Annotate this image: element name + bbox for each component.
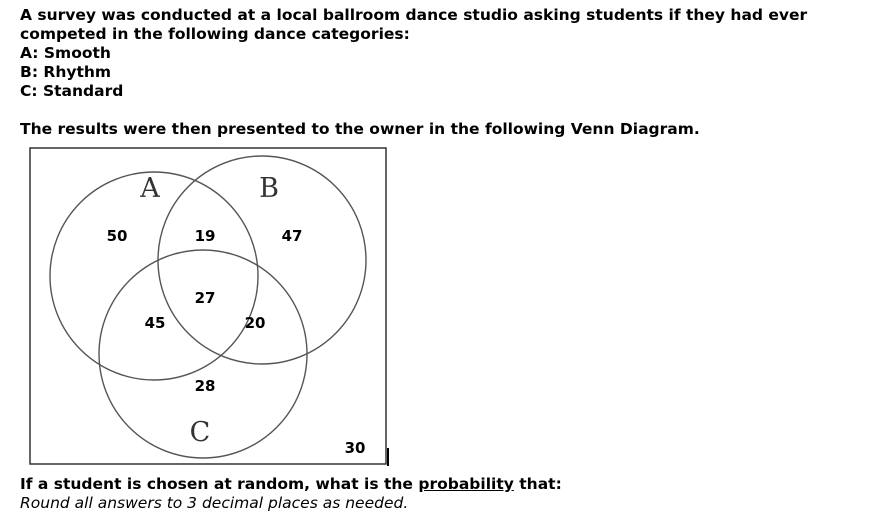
rounding-note: Round all answers to 3 decimal places as needed.	[20, 494, 409, 512]
region-abc: 27	[194, 289, 216, 307]
intro-block	[20, 6, 870, 101]
region-ab-only: 19	[194, 227, 216, 245]
region-b-only: 47	[281, 227, 303, 245]
category-c: C: Standard	[20, 82, 124, 100]
category-b: B: Rhythm	[20, 63, 112, 81]
intro-text: A survey was conducted at a local ballroom dance studio asking students if they had ever competed in the following dance categories:	[20, 6, 808, 43]
region-c-only: 28	[194, 377, 216, 395]
question-suffix: that:	[513, 475, 562, 493]
set-label-b: B	[259, 173, 279, 204]
question-prefix: If a student is chosen at random, what is the	[20, 475, 419, 493]
venn-diagram	[28, 146, 393, 468]
probability-term: probability	[418, 475, 514, 493]
question-text	[20, 475, 562, 494]
region-a-only: 50	[106, 227, 128, 245]
region-ac-only: 45	[144, 314, 166, 332]
region-bc-only: 20	[244, 314, 266, 332]
category-a: A: Smooth	[20, 44, 111, 62]
set-label-c: C	[189, 417, 211, 448]
results-text: The results were then presented to the owner in the following Venn Diagram.	[20, 120, 700, 138]
region-outside: 30	[344, 439, 366, 457]
set-label-a: A	[140, 173, 160, 204]
